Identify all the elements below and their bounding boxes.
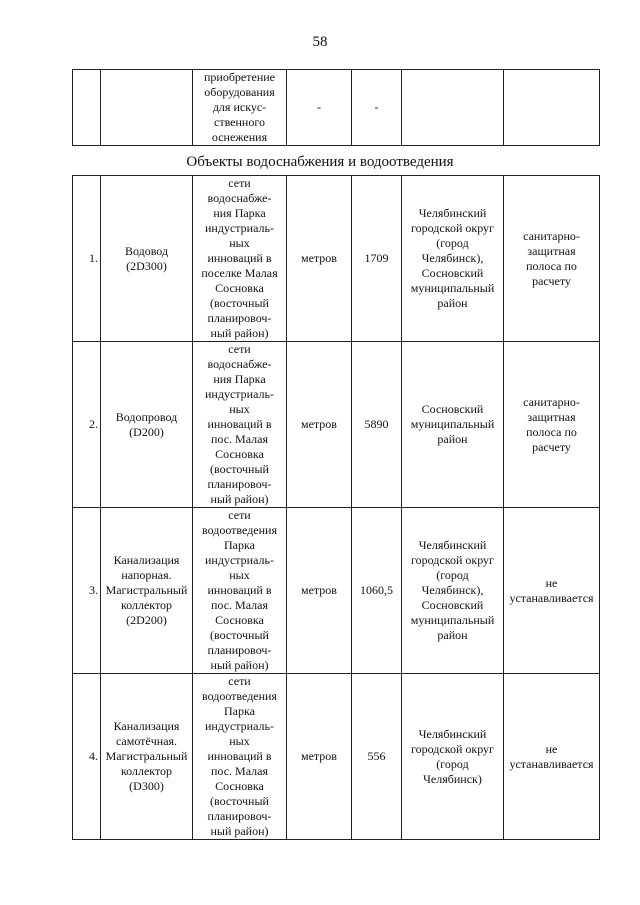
cell-number <box>73 70 101 146</box>
cell-name: Водопровод (D200) <box>101 342 193 508</box>
cell-purpose: приобретение оборудования для искус- ственного оснежения <box>193 70 287 146</box>
cell-zone <box>504 70 600 146</box>
cell-value: - <box>352 70 402 146</box>
cell-location: Челябинский городской округ (город Челябинск) <box>402 674 504 840</box>
cell-purpose: сети водоотведения Парка индустриаль- ных инноваций в пос. Малая Сосновка (восточный планировоч- ный район) <box>193 508 287 674</box>
page-number: 58 <box>312 34 328 50</box>
table-row <box>73 70 600 146</box>
cell-value: 556 <box>352 674 402 840</box>
cell-location <box>402 70 504 146</box>
cell-value: 5890 <box>352 342 402 508</box>
cell-unit: метров <box>287 508 352 674</box>
cell-purpose: сети водоотведения Парка индустриаль- ных инноваций в пос. Малая Сосновка (восточный планировоч- ный район) <box>193 674 287 840</box>
cell-number: 1. <box>73 176 101 342</box>
cell-name: Канализация напорная. Магистральный коллектор (2D200) <box>101 508 193 674</box>
cell-zone: не устанавливается <box>504 508 600 674</box>
cell-zone: санитарно- защитная полоса по расчету <box>504 176 600 342</box>
table-row <box>73 176 600 342</box>
water-objects-table <box>72 175 600 840</box>
cell-name <box>101 70 193 146</box>
cell-unit: метров <box>287 342 352 508</box>
cell-number: 4. <box>73 674 101 840</box>
cell-name: Водовод (2D300) <box>101 176 193 342</box>
cell-name: Канализация самотёчная. Магистральный коллектор (D300) <box>101 674 193 840</box>
cell-number: 3. <box>73 508 101 674</box>
cell-location: Челябинский городской округ (город Челябинск), Сосновский муниципальный район <box>402 176 504 342</box>
table-row <box>73 674 600 840</box>
section-title: Объекты водоснабжения и водоотведения <box>186 154 454 170</box>
cell-zone: санитарно- защитная полоса по расчету <box>504 342 600 508</box>
cell-unit: метров <box>287 176 352 342</box>
cell-location: Челябинский городской округ (город Челябинск), Сосновский муниципальный район <box>402 508 504 674</box>
cell-value: 1060,5 <box>352 508 402 674</box>
table-row <box>73 342 600 508</box>
cell-value: 1709 <box>352 176 402 342</box>
cell-unit: метров <box>287 674 352 840</box>
cell-number: 2. <box>73 342 101 508</box>
continuation-table <box>72 69 600 146</box>
cell-zone: не устанавливается <box>504 674 600 840</box>
cell-unit: - <box>287 70 352 146</box>
cell-purpose: сети водоснабже- ния Парка индустриаль- ных инноваций в поселке Малая Сосновка (восточный планировоч- ный район) <box>193 176 287 342</box>
cell-location: Сосновский муниципальный район <box>402 342 504 508</box>
table-row <box>73 508 600 674</box>
cell-purpose: сети водоснабже- ния Парка индустриаль- ных инноваций в пос. Малая Сосновка (восточный планировоч- ный район) <box>193 342 287 508</box>
